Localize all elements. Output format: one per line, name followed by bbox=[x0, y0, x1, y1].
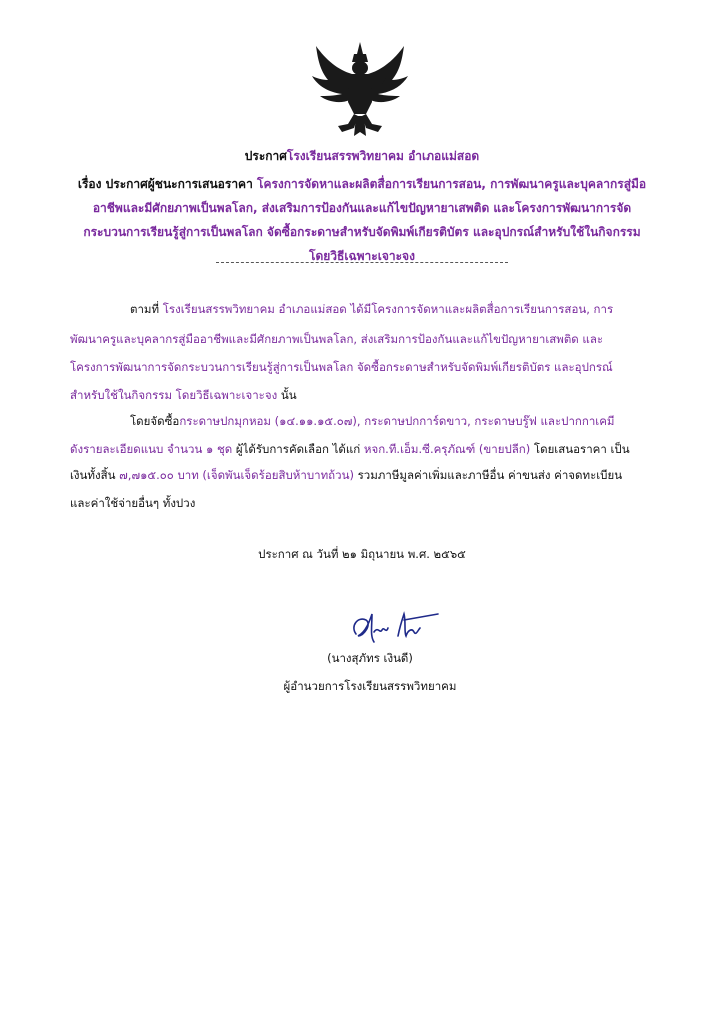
announcement-date: ประกาศ ณ วันที่ ๒๑ มิถุนายน พ.ศ. ๒๕๖๕ bbox=[258, 547, 466, 561]
announcement-prefix: ประกาศ bbox=[244, 149, 287, 163]
paragraph-2-lead: โดยจัดซื้อ bbox=[130, 414, 180, 428]
signature-image bbox=[346, 606, 446, 650]
paragraph-2-line-3 bbox=[70, 464, 660, 487]
subject-line-4: โดยวิธีเฉพาะเจาะจง bbox=[309, 249, 415, 263]
subject-line-1 bbox=[40, 175, 684, 194]
paragraph-1-line-3: โครงการพัฒนาการจัดกระบวนการเรียนรู้สู่การเป็นพลโลก จัดซื้อกระดาษสำหรับจัดพิมพ์เกียรติบัตร และอุปกรณ์ bbox=[70, 360, 613, 374]
paragraph-2-text-1: กระดาษปกมุกหอม (๑๔.๑๑.๑๕.๐๗), กระดาษปกการ์ดขาว, กระดาษบรู๊ฟ และปากกาเคมี bbox=[179, 414, 615, 428]
paragraph-2-text-2d: โดยเสนอราคา เป็น bbox=[533, 442, 630, 456]
paragraph-1-text-4: สำหรับใช้ในกิจกรรม โดยวิธีเฉพาะเจาะจง bbox=[70, 388, 278, 402]
school-name: โรงเรียนสรรพวิทยาคม อำเภอแม่สอด bbox=[286, 149, 480, 163]
subject-line-2: อาชีพและมีศักยภาพเป็นพลโลก, ส่งเสริมการป้องกันและแก้ไขปัญหายาเสพติด และโครงการพัฒนาการจัด bbox=[92, 201, 632, 215]
signer-name: (นางสุภัทร เงินดี) bbox=[327, 651, 413, 665]
paragraph-1-text-1: โรงเรียนสรรพวิทยาคม อำเภอแม่สอด ได้มีโครงการจัดหาและผลิตสื่อการเรียนการสอน, การ bbox=[162, 302, 614, 316]
paragraph-1-end: นั้น bbox=[280, 388, 297, 402]
winner-name: หจก.ที.เอ็ม.ซี.ครุภัณฑ์ (ขายปลีก) bbox=[363, 442, 531, 456]
paragraph-2-line-4: และค่าใช้จ่ายอื่นๆ ทั้งปวง bbox=[70, 496, 196, 510]
paragraph-1-line-4 bbox=[70, 384, 660, 407]
subject-label: เรื่อง ประกาศผู้ชนะการเสนอราคา bbox=[77, 177, 253, 191]
paragraph-1-line-1 bbox=[130, 298, 720, 321]
paragraph-1-lead: ตามที่ bbox=[130, 302, 160, 316]
garuda-emblem-icon bbox=[308, 40, 412, 140]
total-amount: ๗,๗๑๕.๐๐ บาท (เจ็ดพันเจ็ดร้อยสิบห้าบาทถ้วน) bbox=[119, 468, 354, 482]
paragraph-2-text-2b: ผู้ได้รับการคัดเลือก ได้แก่ bbox=[235, 442, 361, 456]
paragraph-2-text-3c: รวมภาษีมูลค่าเพิ่มและภาษีอื่น ค่าขนส่ง ค่าจดทะเบียน bbox=[357, 468, 623, 482]
separator-line bbox=[216, 262, 508, 263]
paragraph-1-line-2: พัฒนาครูและบุคลากรสู่มืออาชีพและมีศักยภาพเป็นพลโลก, ส่งเสริมการป้องกันและแก้ไขปัญหายาเสพติด และ bbox=[70, 332, 604, 346]
paragraph-2-text-2a: ดังรายละเอียดแนบ จำนวน ๑ ชุด bbox=[70, 442, 233, 456]
signer-position: ผู้อำนวยการโรงเรียนสรรพวิทยาคม bbox=[283, 679, 457, 693]
subject-text-1: โครงการจัดหาและผลิตสื่อการเรียนการสอน, การพัฒนาครูและบุคลากรสู่มือ bbox=[257, 177, 647, 191]
paragraph-2-line-2 bbox=[70, 438, 660, 461]
subject-line-3: กระบวนการเรียนรู้สู่การเป็นพลโลก จัดซื้อกระดาษสำหรับจัดพิมพ์เกียรติบัตร และอุปกรณ์สำหรับใช้ในกิจกรรม bbox=[83, 225, 641, 239]
announcement-title bbox=[40, 147, 684, 166]
paragraph-2-line-1 bbox=[130, 410, 720, 433]
paragraph-2-text-3a: เงินทั้งสิ้น bbox=[70, 468, 116, 482]
